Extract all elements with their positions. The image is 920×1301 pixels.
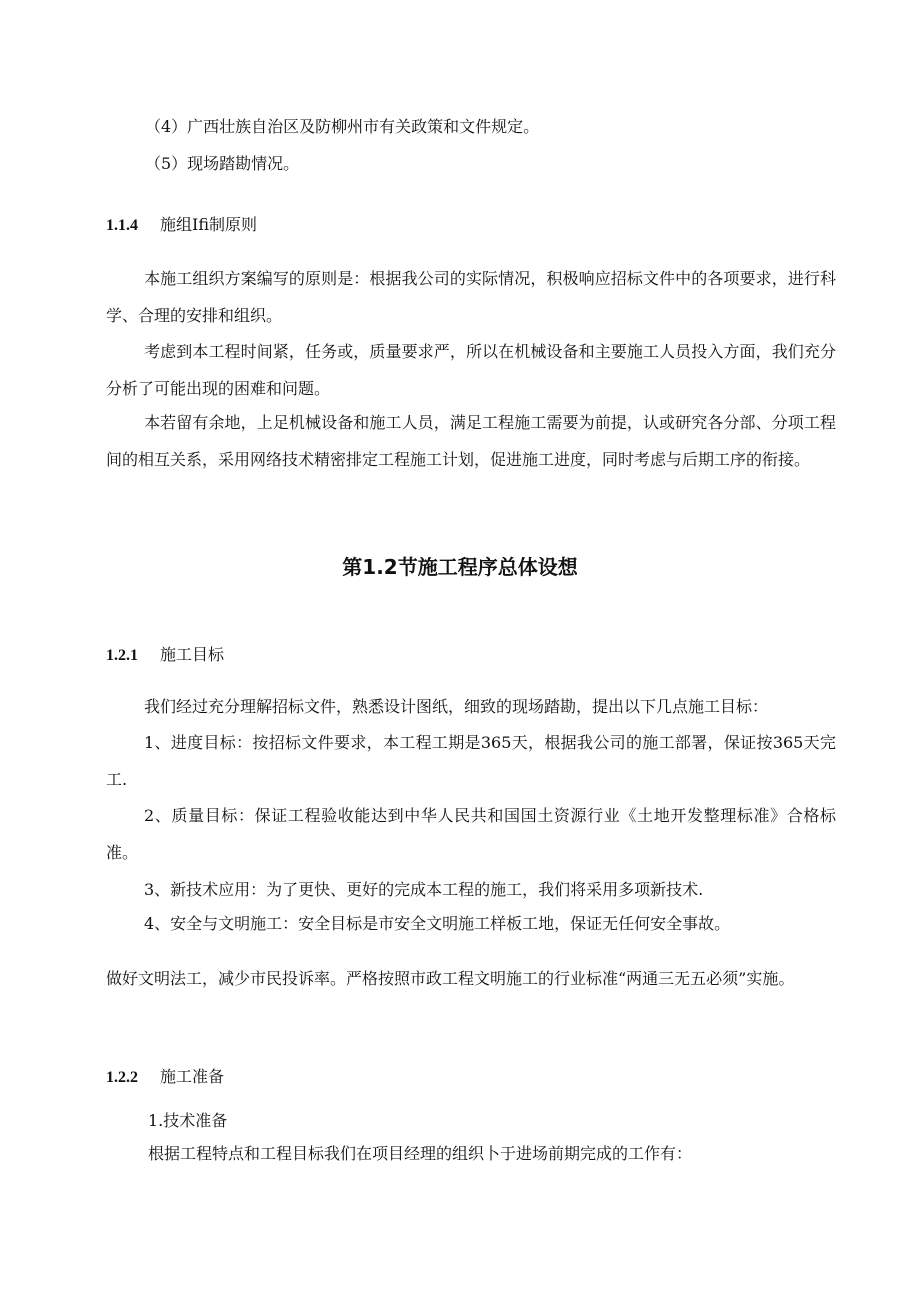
section-title: 施工目标 [160, 645, 225, 664]
paragraph: 根据工程特点和工程目标我们在项目经理的组织卜于进场前期完成的工作有： [148, 1144, 693, 1163]
subheading-technical-prep: 1.技术准备 [148, 1111, 228, 1130]
paragraph: 本若留有余地，上足机械设备和施工人员，满足工程施工需要为前提，认或研究各分部、分项工程间的相互关系，采用网络技术精密排定工程施工计划，促进施工进度，同时考虑与后期工序的衔接。 [106, 413, 836, 469]
goal-item-2: 2、质量目标：保证工程验收能达到中华人民共和国国土资源行业《土地开发整理标准》合格标准。 [106, 806, 836, 862]
section-heading-1-2-2 [106, 1066, 224, 1089]
section-number: 1.1.4 [106, 217, 138, 234]
goal-item-3: 3、新技术应用：为了更快、更好的完成本工程的施工，我们将采用多项新技术. [144, 880, 704, 899]
section-title: 施工准备 [160, 1067, 225, 1086]
section-heading-1-2-1 [106, 644, 224, 667]
paragraph: 做好文明法工，减少市民投诉率。严格按照市政工程文明施工的行业标准“两通三无五必须”实施。 [106, 969, 795, 988]
section-title: 施组Ifi制原则 [160, 215, 257, 234]
paragraph: 我们经过充分理解招标文件，熟悉设计图纸，细致的现场踏勘，提出以下几点施工目标： [144, 697, 769, 716]
list-item-5: （5）现场踏勘情况。 [145, 154, 300, 173]
paragraph: 考虑到本工程时间紧，任务或，质量要求严，所以在机械设备和主要施工人员投入方面，我们充分分析了可能出现的困难和问题。 [106, 342, 836, 398]
paragraph: 本施工组织方案编写的原则是：根据我公司的实际情况，积极响应招标文件中的各项要求，进行科学、合理的安排和组织。 [106, 269, 836, 325]
chapter-heading-1-2: 第1.2节施工程序总体设想 [342, 555, 578, 579]
section-heading-1-1-4 [106, 214, 257, 237]
list-item-4: （4）广西壮族自治区及防柳州市有关政策和文件规定。 [145, 117, 540, 136]
section-number: 1.2.1 [106, 647, 138, 664]
goal-item-1: 1、进度目标：按招标文件要求，本工程工期是365天，根据我公司的施工部署，保证按365天完工. [106, 733, 836, 789]
section-number: 1.2.2 [106, 1069, 138, 1086]
goal-item-4: 4、安全与文明施工：安全目标是市安全文明施工样板工地，保证无任何安全事故。 [144, 914, 731, 933]
